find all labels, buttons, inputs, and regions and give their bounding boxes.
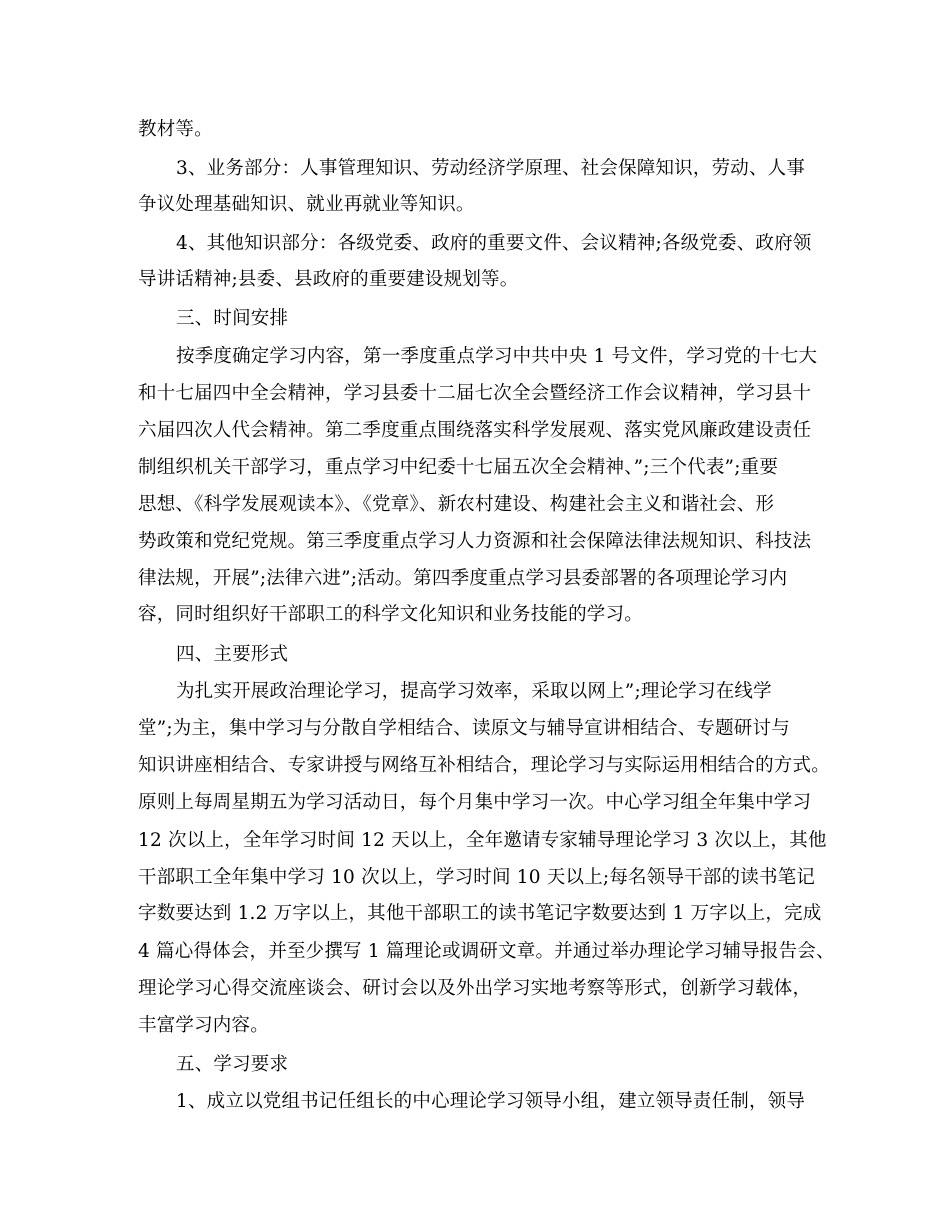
text-line: 堂”;为主，集中学习与分散自学相结合、读原文与辅导宣讲相结合、专题研讨与 bbox=[138, 718, 790, 739]
paragraph-line: 4、其他知识部分：各级党委、政府的重要文件、会议精神;各级党委、政府领 bbox=[176, 233, 812, 254]
text-line: 原则上每周星期五为学习活动日，每个月集中学习一次。中心学习组全年集中学习 bbox=[138, 792, 812, 813]
text-line: 和十七届四中全会精神，学习县委十二届七次全会暨经济工作会议精神，学习县十 bbox=[138, 383, 812, 404]
text-line: 导讲话精神;县委、县政府的重要建设规划等。 bbox=[138, 269, 519, 290]
text-line: 思想、《科学发展观读本》、《党章》、新农村建设、构建社会主义和谐社会、形 bbox=[138, 494, 775, 515]
section-heading: 三、时间安排 bbox=[176, 308, 289, 329]
text-line: 律法规，开展”;法律六进”;活动。第四季度重点学习县委部署的各项理论学习内 bbox=[138, 568, 788, 589]
text-line: 制组织机关干部学习，重点学习中纪委十七届五次全会精神、”;三个代表”;重要 bbox=[138, 457, 779, 478]
text-line: 丰富学习内容。 bbox=[138, 1015, 269, 1036]
paragraph-line: 为扎实开展政治理论学习，提高学习效率，采取以网上”;理论学习在线学 bbox=[176, 681, 772, 702]
text-line: 知识讲座相结合、专家讲授与网络互补相结合，理论学习与实际运用相结合的方式。 bbox=[138, 755, 830, 776]
text-line: 4 篇心得体会，并至少撰写 1 篇理论或调研文章。并通过举办理论学习辅导报告会、 bbox=[138, 941, 835, 962]
text-line: 教材等。 bbox=[138, 119, 213, 140]
text-line: 容，同时组织好干部职工的科学文化知识和业务技能的学习。 bbox=[138, 604, 643, 625]
section-heading: 四、主要形式 bbox=[176, 644, 289, 665]
text-line: 理论学习心得交流座谈会、研讨会以及外出学习实地考察等形式，创新学习载体， bbox=[138, 978, 812, 999]
text-line: 字数要达到 1.2 万字以上，其他干部职工的读书笔记字数要达到 1 万字以上，完成 bbox=[138, 903, 822, 924]
paragraph-line: 3、业务部分：人事管理知识、劳动经济学原理、社会保障知识，劳动、人事 bbox=[176, 158, 806, 179]
paragraph-line: 1、成立以党组书记任组长的中心理论学习领导小组，建立领导责任制，领导 bbox=[176, 1091, 806, 1112]
section-heading: 五、学习要求 bbox=[176, 1054, 289, 1075]
paragraph-line: 按季度确定学习内容，第一季度重点学习中共中央 1 号文件，学习党的十七大 bbox=[176, 346, 818, 367]
text-line: 争议处理基础知识、就业再就业等知识。 bbox=[138, 194, 475, 215]
text-line: 干部职工全年集中学习 10 次以上，学习时间 10 天以上;每名领导干部的读书笔记 bbox=[138, 867, 816, 888]
text-line: 六届四次人代会精神。第二季度重点围绕落实科学发展观、落实党风廉政建设责任 bbox=[138, 420, 812, 441]
text-line: 12 次以上，全年学习时间 12 天以上，全年邀请专家辅导理论学习 3 次以上，其他 bbox=[138, 830, 827, 851]
text-line: 势政策和党纪党规。第三季度重点学习人力资源和社会保障法律法规知识、科技法 bbox=[138, 531, 812, 552]
